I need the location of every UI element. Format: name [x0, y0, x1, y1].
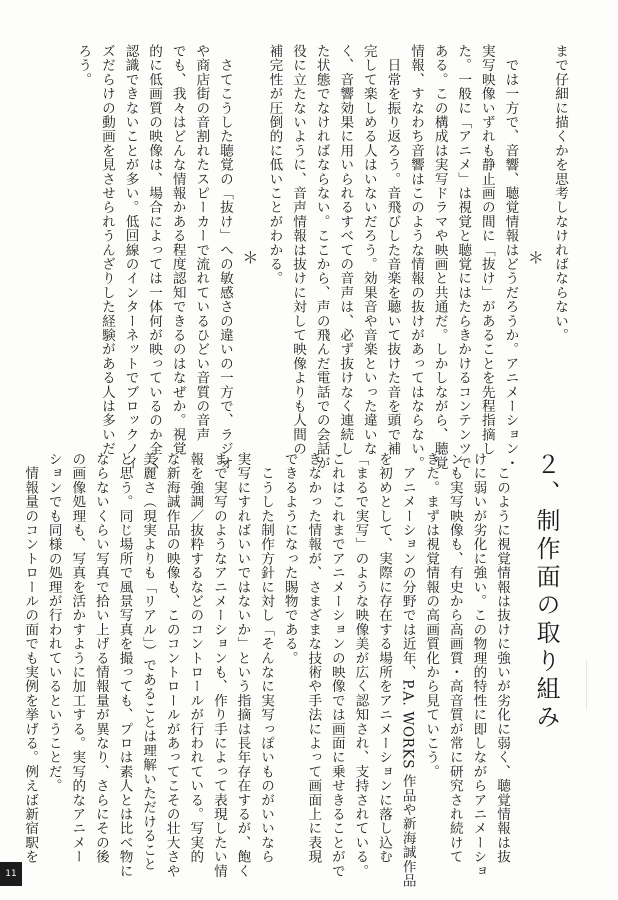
- text-line: さてこうした聴覚の「抜け」への敏感さの違いの一方で、ラジオ: [216, 44, 233, 470]
- text-line: 役に立たないように、音声情報は抜けに対して映像よりも人間の: [290, 44, 307, 456]
- text-line: や商店街の音割れたスピーカーで流れているひどい音質の音声: [193, 44, 210, 442]
- text-line: アニメーションの分野では近年、P.A. WORKS 作品や新海誠作品: [399, 452, 416, 888]
- text-line: ズだらけの動画を見させられうんざりした経験がある人は多いだ: [98, 44, 115, 456]
- text-line: ションでも同様の処理が行われているということだ。: [45, 452, 62, 793]
- text-line: た状態でなければならない。ここから、声の飛んだ電話での会話が: [313, 44, 330, 470]
- text-line: く、音響効果に用いられるすべての音声は、必ず抜けなく連続し: [337, 44, 354, 456]
- text-line: な新海誠作品の映像も、このコントロールがあってこその壮大さや: [163, 452, 180, 878]
- text-line: た。一般に「アニメ」は視覚と聴覚にはたらきかけるコンテンツで: [455, 44, 472, 470]
- text-line: 実写にすればいいではないか」という指摘は長年存在するが、飽く: [234, 452, 251, 878]
- text-line: では一方で、音響、聴覚情報はどうだろうか。アニメーション・: [502, 44, 519, 470]
- text-line: 日常を振り返ろう。音飛びした音楽を聴いて抜けた音を頭で補: [384, 44, 401, 456]
- page-number: 11: [0, 862, 22, 886]
- text-line: 的に低画質の映像は、場合によっては一体何が映っているのか全く: [146, 44, 163, 470]
- text-line: 補完性が圧倒的に低いことがわかる。: [266, 44, 283, 286]
- text-line: できるようになった賜物である。: [281, 452, 298, 665]
- text-line: こうした制作方針に対し「そんなに実写っぽいものがいいなら: [258, 452, 275, 864]
- text-line: けに弱いが劣化に強い。この物理的特性に即しながらアニメーショ: [470, 452, 487, 878]
- text-line: 美麗さ（現実よりも「リアル」）であることは理解いただけること: [140, 452, 157, 872]
- text-line: の画像処理も、写真を活かすように加工する。実写的なアニメー: [69, 452, 86, 864]
- text-line: ならないくらい写真で拾い上げる情報量が異なり、さらにその後: [92, 452, 109, 864]
- margin-mark: [586, 660, 587, 710]
- section-divider-asterisk: ＊: [525, 248, 545, 266]
- text-line: きなかった情報が、さまざまな技術や手法によって画面上に表現: [305, 452, 322, 864]
- text-line: と思う。同じ場所で風景写真を撮っても、プロは素人とは比べ物に: [116, 452, 133, 878]
- text-line: ンも実写映像も、有史から高画質・高音質が常に研究され続けて: [446, 452, 463, 864]
- text-line: ろう。: [75, 44, 92, 87]
- text-line: 実写映像いずれも静止画の間に「抜け」があることを先程指摘し: [478, 44, 495, 456]
- bottom-text-block: [13, 452, 566, 888]
- text-line: 「まるで実写」のような映像美が広く認知され、支持されている。: [352, 452, 369, 878]
- text-line: 完して楽しめる人はいないだろう。効果音や音楽といった違いな: [360, 44, 377, 456]
- text-line: 報を強調／抜粋するなどのコントロールが行われている。写実的: [187, 452, 204, 864]
- section-heading: ２、制作面の取り組み: [532, 452, 560, 732]
- section-divider-asterisk: ＊: [239, 248, 259, 266]
- text-line: このように視覚情報は抜けに強いが劣化に弱く、聴覚情報は抜: [494, 452, 510, 864]
- text-line: 情報量のコントロールの面でも実例を挙げる。例えば新宿駅を: [22, 452, 39, 864]
- text-line: まで実写のようなアニメーションも、作り手によって表現したい情: [210, 452, 227, 878]
- text-line: を初めとして、実際に存在する場所をアニメーションに落し込む: [376, 452, 393, 864]
- text-line: ある。この構成は実写ドラマや映画と共通だ。しかしながら、聴覚: [431, 44, 448, 470]
- text-line: きた。まずは視覚情報の高画質化から見ていこう。: [423, 452, 440, 779]
- text-line: これはこれまでアニメーションの映像では画面に乗せきることがで: [328, 452, 345, 878]
- text-line: 認識できないことが多い。低回線のインターネットでブロックノイ: [122, 44, 139, 470]
- text-line: でも、我々はどんな情報かある程度認知できるのはなぜか。視覚: [169, 44, 186, 456]
- top-text-block: [66, 44, 566, 470]
- text-line: まで仔細に描くかを思考しなければならない。: [552, 44, 568, 343]
- text-line: 情報、すなわち音響はこのような情報の抜けがあってはならない。: [408, 44, 425, 470]
